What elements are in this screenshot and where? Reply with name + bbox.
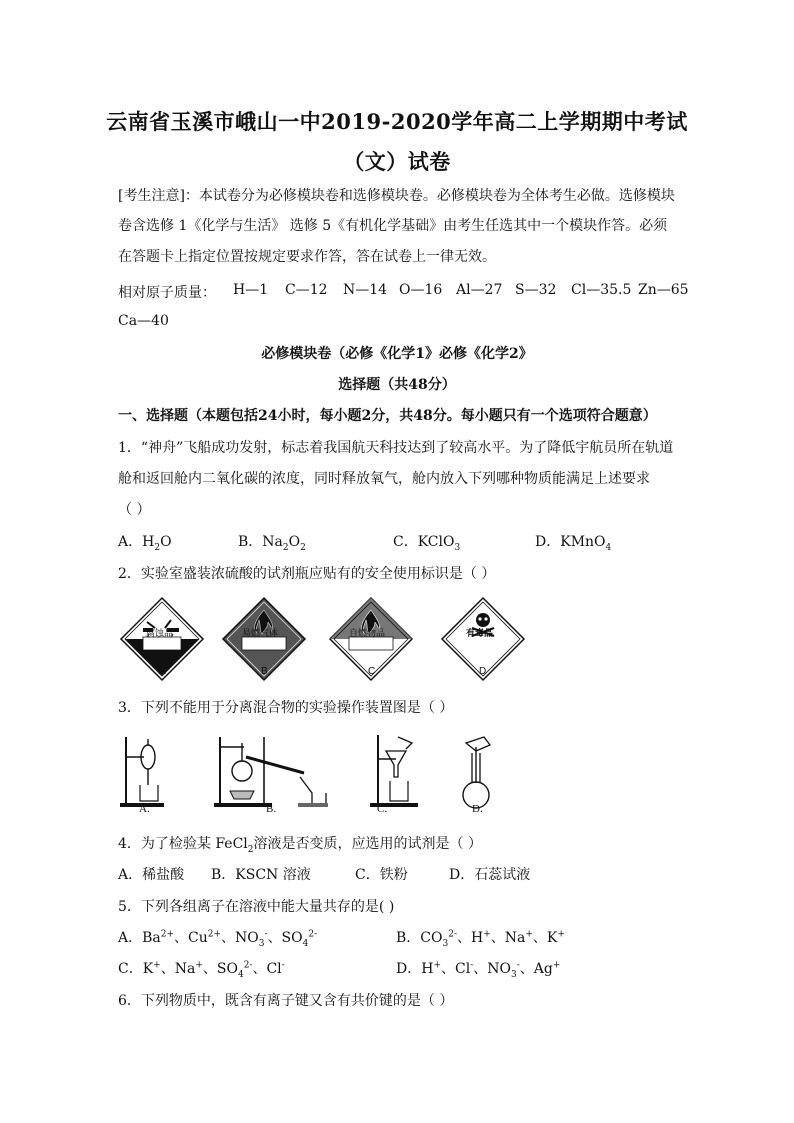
atomic-mass-h: H—1: [233, 282, 269, 298]
atomic-mass-o: O—16: [399, 282, 443, 298]
sign-c-letter: C: [368, 666, 376, 677]
q4-option-c[interactable]: C．铁粉: [355, 867, 408, 883]
q4-option-a[interactable]: A．稀盐酸: [118, 867, 185, 883]
exam-title-line1: 云南省玉溪市峨山一中2019-2020学年高二上学期期中考试: [106, 109, 688, 134]
part-title: 选择题（共48分）: [338, 377, 456, 393]
part-instruction: 一、选择题（本题包括24小时，每小题2分，共48分。每小题只有一个选项符合题意）: [118, 408, 657, 424]
q1-line-1: 1．“神舟”飞船成功发射，标志着我国航天科技达到了较高水平。为了降低宇航员所在轨道: [118, 440, 674, 456]
q1-option-a[interactable]: A．$H_2O$: [118, 534, 172, 553]
apparatus-d-letter: D.: [472, 803, 483, 815]
atomic-mass-ca: Ca—40: [118, 313, 169, 329]
q2-text: 2．实验室盛装浓硫酸的试剂瓶应贴有的安全使用标识是（ ）: [118, 566, 496, 582]
apparatus-a-letter: A.: [139, 803, 150, 815]
atomic-mass-zn: Zn—65: [638, 282, 689, 298]
q1-line-3: （ ）: [118, 502, 151, 518]
q5-text: 5．下列各组离子在溶液中能大量共存的是( ): [118, 899, 395, 915]
q1-option-b[interactable]: B．$Na_2O_2$: [238, 534, 306, 553]
q4-option-d[interactable]: D．石蕊试液: [449, 867, 531, 883]
q1-line-2: 舱和返回舱内二氧化碳的浓度，同时释放氧气，舱内放入下列哪种物质能满足上述要求: [118, 471, 650, 487]
atomic-mass-n: N—14: [343, 282, 388, 298]
q5-option-c[interactable]: C．K+、Na+、$SO_4^{2-}$、Cl-: [118, 960, 285, 980]
sign-c-label: 自燃物品: [349, 629, 386, 639]
q3-text: 3．下列不能用于分离混合物的实验操作装置图是（ ）: [118, 700, 454, 716]
sign-a-letter: A: [159, 666, 166, 677]
notice-line-2: 卷含选修 1《化学与生活》 选修 5《有机化学基础》由考生任选其中一个模块作答。必须: [118, 218, 668, 234]
sign-b-letter: B: [261, 666, 268, 677]
sign-d-label: 有毒品: [466, 629, 494, 639]
atomic-mass-s: S—32: [515, 282, 557, 298]
section-title: 必修模块卷（必修《化学1》必修《化学2》: [261, 346, 533, 362]
q4-option-b[interactable]: B．KSCN 溶液: [211, 867, 311, 883]
q1-option-c[interactable]: C．KClO$_3$: [393, 534, 461, 553]
sign-d-letter: D: [479, 666, 487, 677]
sign-a-label: 腐蚀品: [146, 629, 174, 639]
q5-option-a[interactable]: A．$Ba^{2+}$、$Cu^{2+}$、$NO_3^-$、$SO_4^{2-}$: [118, 929, 318, 949]
q5-option-d[interactable]: D．H+、Cl-、$NO_3^-$、Ag+: [396, 960, 561, 980]
apparatus-b-letter: B.: [266, 803, 277, 815]
q6-text: 6．下列物质中，既含有离子键又含有共价键的是（ ）: [118, 993, 454, 1009]
atomic-mass-label: 相对原子质量：: [118, 285, 216, 301]
atomic-mass-al: Al—27: [456, 282, 503, 298]
q4-text: 4．为了检验某 FeCl$_2$溶液是否变质，应选用的试剂是（ ）: [118, 836, 482, 855]
exam-title-line2: （文）试卷: [343, 149, 451, 174]
notice-line-1: [考生注意]：本试卷分为必修模块卷和选修模块卷。必修模块卷为全体考生必做。选修模块: [118, 188, 675, 204]
atomic-mass-cl: Cl—35.5: [571, 282, 632, 298]
apparatus-c-letter: C.: [377, 803, 388, 815]
q1-option-d[interactable]: D．KMnO$_4$: [535, 534, 612, 553]
atomic-mass-c: C—12: [285, 282, 328, 298]
q5-option-b[interactable]: B．$CO_3^{2-}$、H+、Na+、K+: [396, 929, 565, 949]
notice-line-3: 在答题卡上指定位置按规定要求作答，答在试卷上一律无效。: [118, 249, 496, 265]
sign-b-label: 易燃气体: [242, 629, 279, 639]
